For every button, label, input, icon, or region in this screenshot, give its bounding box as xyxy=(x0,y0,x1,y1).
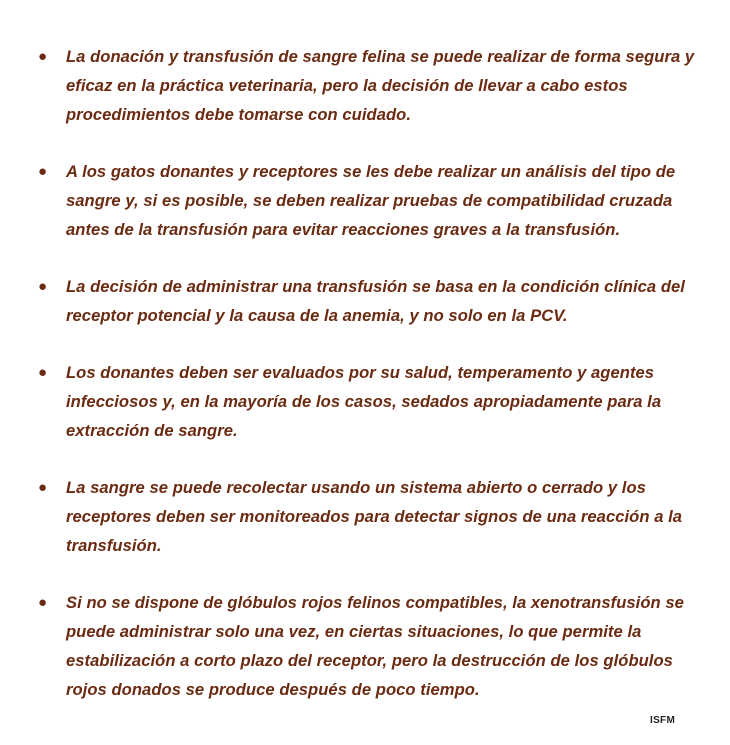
bullet-text: Si no se dispone de glóbulos rojos felinos compatibles, la xenotransfusión se puede administrar solo una vez, en ciertas situaciones, lo que permite la estabilización a corto plazo del receptor, pero la destrucción de los glóbulos rojos donados se produce después de poco tiempo. xyxy=(66,593,684,699)
bullet-icon: ● xyxy=(38,163,48,180)
list-item xyxy=(38,272,708,330)
isfm-logo: ISFM xyxy=(650,715,676,726)
list-item xyxy=(38,473,708,560)
list-item xyxy=(38,588,708,704)
list-item xyxy=(38,42,708,129)
bullet-text: La donación y transfusión de sangre felina se puede realizar de forma segura y eficaz en la práctica veterinaria, pero la decisión de llevar a cabo estos procedimientos debe tomarse con cuidado. xyxy=(66,47,695,124)
list-item xyxy=(38,358,708,445)
bullet-text: La sangre se puede recolectar usando un sistema abierto o cerrado y los receptores deben ser monitoreados para detectar signos de una reacción a la transfusión. xyxy=(66,478,683,555)
bullet-icon: ● xyxy=(38,594,48,611)
bullet-text: Los donantes deben ser evaluados por su salud, temperamento y agentes infecciosos y, en la mayoría de los casos, sedados apropiadamente para la extracción de sangre. xyxy=(66,363,662,440)
bullet-icon: ● xyxy=(38,364,48,381)
list-item xyxy=(38,157,708,244)
bullet-text: A los gatos donantes y receptores se les debe realizar un análisis del tipo de sangre y, si es posible, se deben realizar pruebas de compatibilidad cruzada antes de la transfusión para evitar reacciones graves a la transfusión. xyxy=(66,162,676,239)
bullet-icon: ● xyxy=(38,278,48,295)
key-points-list xyxy=(38,42,708,704)
bullet-text: La decisión de administrar una transfusión se basa en la condición clínica del receptor potencial y la causa de la anemia, y no solo en la PCV. xyxy=(66,277,685,325)
bullet-icon: ● xyxy=(38,479,48,496)
bullet-icon: ● xyxy=(38,48,48,65)
